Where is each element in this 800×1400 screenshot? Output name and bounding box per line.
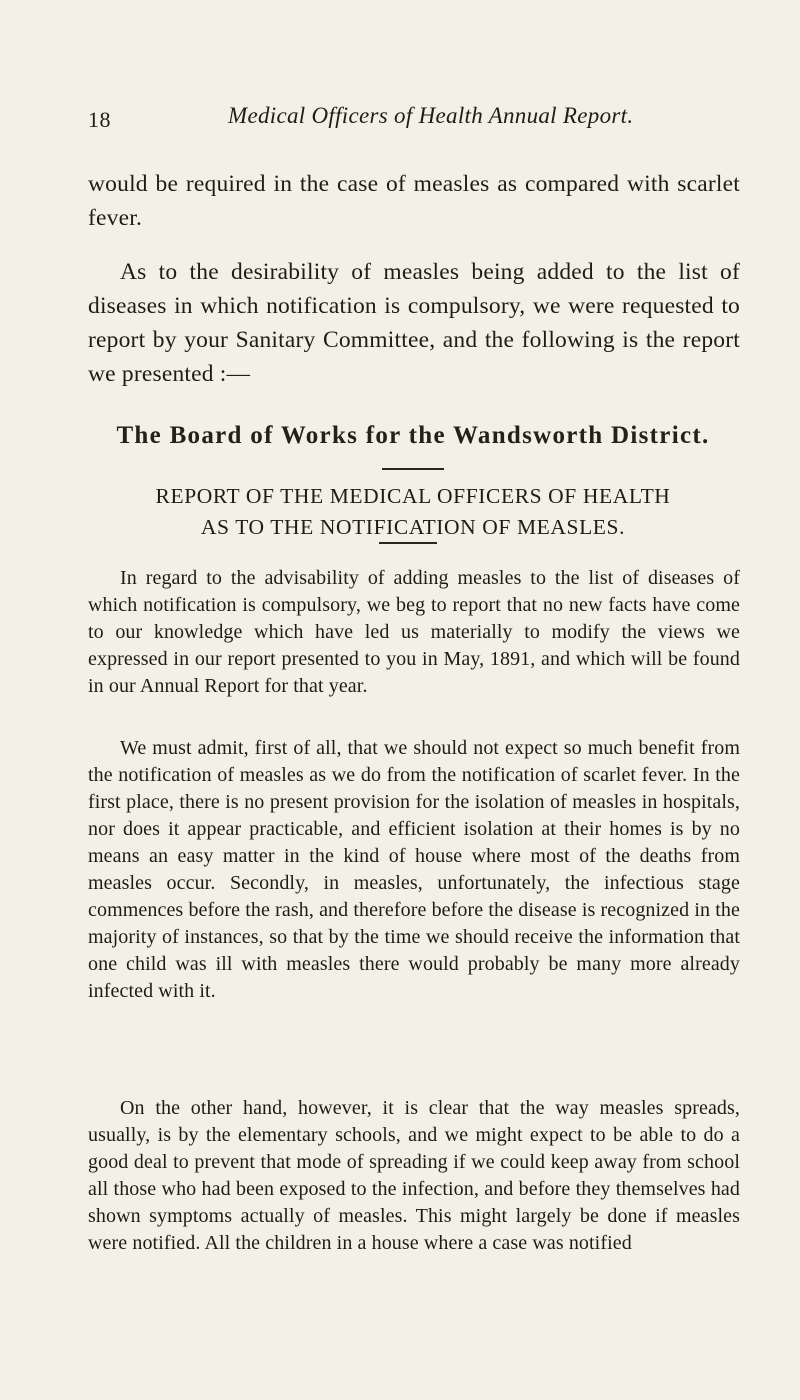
divider-rule-bottom [379, 542, 437, 544]
report-title-line-1: REPORT OF THE MEDICAL OFFICERS OF HEALTH [155, 484, 671, 508]
running-head: Medical Officers of Health Annual Report. [228, 103, 634, 128]
page-header [88, 103, 738, 139]
divider-rule-top [382, 468, 444, 470]
paragraph-request: As to the desirability of measles being added to the list of diseases in which notification is compulsory, we were requested to report by your Sanitary Committee, and the following is the report we presented :— [88, 259, 740, 387]
report-paragraph-advisability: In regard to the advisability of adding measles to the list of diseases of which notification is compulsory, we beg to report that no new facts have come to our knowledge which have led us materially to modify the views we expressed in our report presented to you in May, 1891, and which will be found in our Annual Report for that year. [88, 567, 740, 697]
report-title [88, 481, 738, 543]
report-paragraph-benefit: We must admit, first of all, that we should not expect so much benefit from the notification of measles as we do from the notification of scarlet fever. In the first place, there is no present provision for the isolation of measles in hospitals, nor does it appear practicable, and efficient isolation at their homes is by no means an easy matter in the kind of house where most of the deaths from measles occur. Secondly, in measles, unfortunately, the infectious stage commences before the rash, and therefore before the disease is recognized in the majority of instances, so that by the time we should receive the information that one child was ill with measles there would probably be many more already infected with it. [88, 737, 740, 1002]
report-title-line-2: AS TO THE NOTIFICATION OF MEASLES. [200, 515, 626, 539]
page-number: 18 [88, 107, 111, 132]
paragraph-continuation: would be required in the case of measles as compared with scarlet fever. [88, 171, 740, 231]
board-heading: The Board of Works for the Wandsworth District. [116, 422, 710, 449]
report-paragraph-schools: On the other hand, however, it is clear that the way measles spreads, usually, is by the elementary schools, and we might expect to be able to do a good deal to prevent that mode of spreading if we could keep away from school all those who had been exposed to the infection, and before they themselves had shown symptoms actually of measles. This might largely be done if measles were notified. All the children in a house where a case was notified [88, 1097, 740, 1254]
